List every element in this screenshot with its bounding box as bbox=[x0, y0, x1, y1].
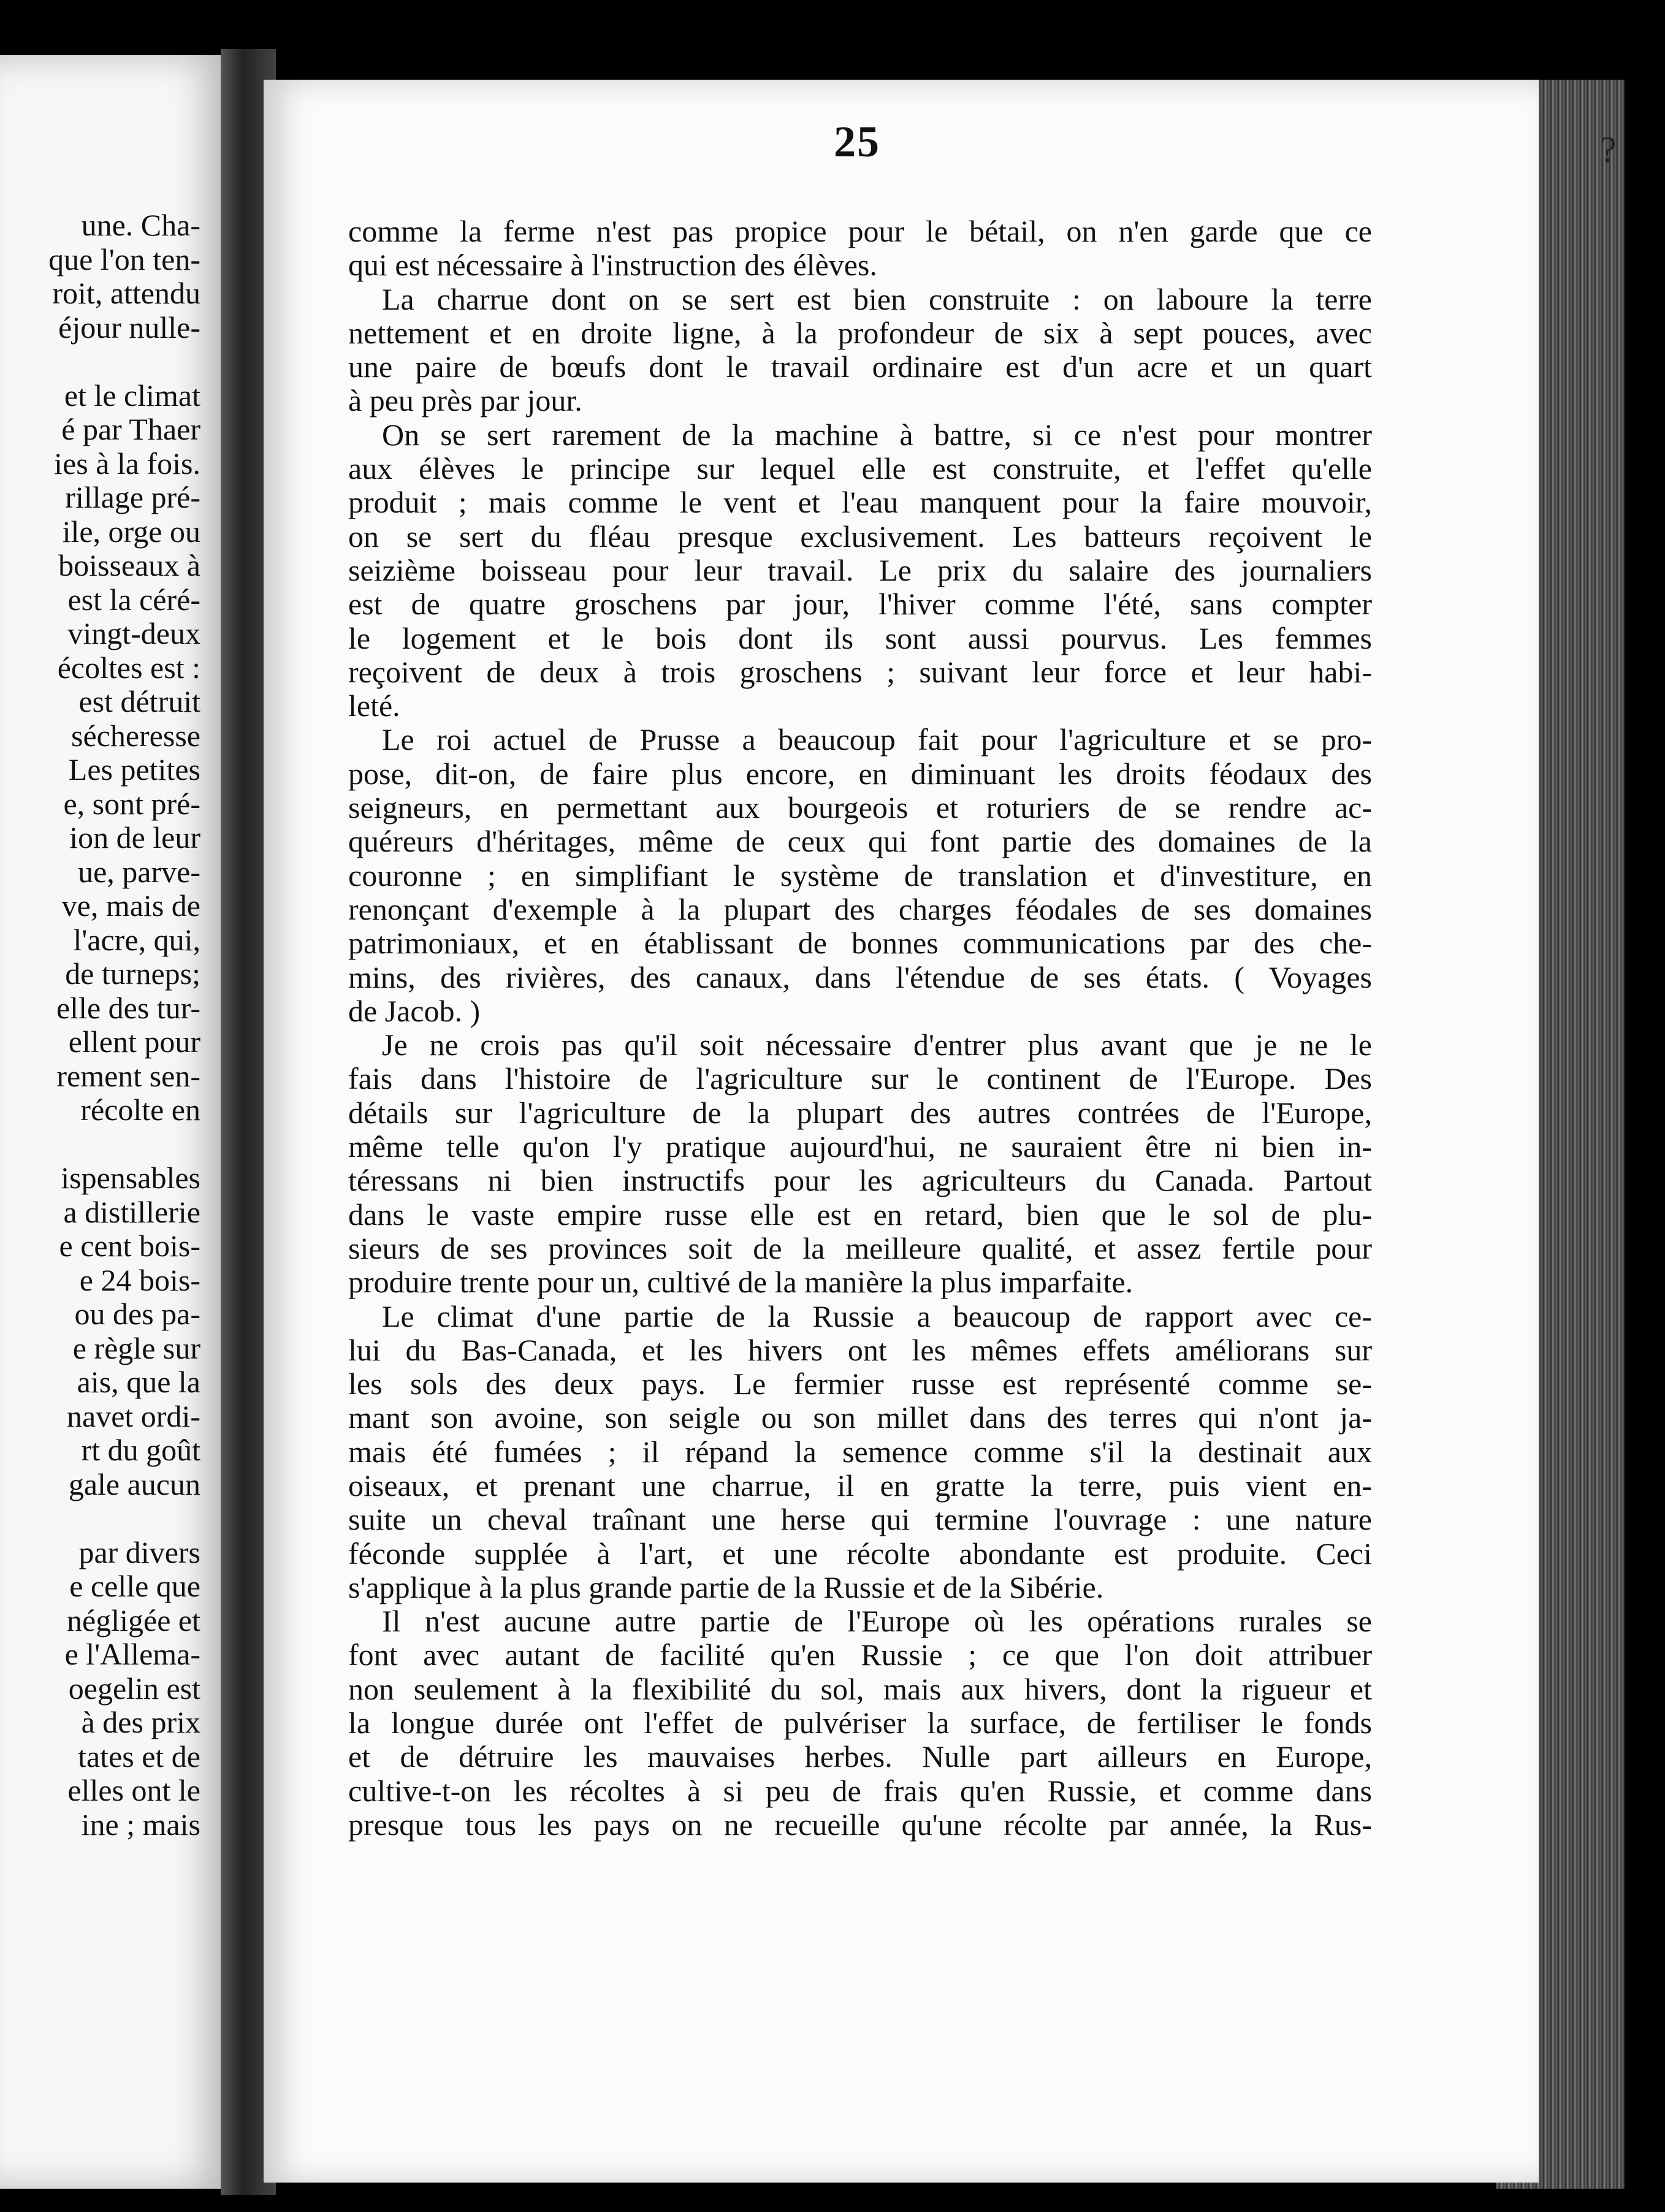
left-page-line: une. Cha- bbox=[81, 208, 200, 242]
text-line: est de quatre groschens par jour, l'hiver comme l'été, sans compter bbox=[348, 587, 1372, 622]
text-line: produire trente pour un, cultivé de la manière la plus imparfaite. bbox=[348, 1265, 1133, 1300]
text-line: comme la ferme n'est pas propice pour le bétail, on n'en garde que ce bbox=[348, 215, 1372, 248]
text-line: La charrue dont on se sert est bien construite : on laboure la terre bbox=[382, 282, 1372, 316]
left-page-line: tates et de bbox=[78, 1739, 200, 1774]
text-line: lui du Bas-Canada, et les hivers ont les mêmes effets améliorans sur bbox=[348, 1333, 1372, 1367]
text-line: qui est nécessaire à l'instruction des élèves. bbox=[348, 248, 877, 283]
text-line: mins, des rivières, des canaux, dans l'étendue de ses états. ( Voyages bbox=[348, 960, 1372, 994]
text-line: détails sur l'agriculture de la plupart des autres contrées de l'Europe, bbox=[348, 1096, 1372, 1130]
left-page-line: est la céré- bbox=[67, 582, 200, 617]
text-line: Le roi actuel de Prusse a beaucoup fait pour l'agriculture et se pro- bbox=[382, 723, 1372, 757]
edge-mark: ? bbox=[1600, 129, 1617, 170]
left-page-line: et le climat bbox=[64, 378, 200, 413]
left-page-line: ue, parve- bbox=[78, 854, 200, 889]
text-line: On se sert rarement de la machine à battre, si ce n'est pour montrer bbox=[382, 418, 1372, 452]
left-page-line: e, sont pré- bbox=[63, 786, 200, 821]
left-page-line bbox=[0, 345, 200, 379]
text-line: la longue durée ont l'effet de pulvériser la surface, de fertiliser le fonds bbox=[348, 1706, 1372, 1741]
left-page-text bbox=[0, 208, 200, 1842]
left-page-line: l'acre, qui, bbox=[73, 922, 200, 957]
text-line: Je ne crois pas qu'il soit nécessaire d'entrer plus avant que je ne le bbox=[382, 1028, 1372, 1062]
text-line: produit ; mais comme le vent et l'eau manquent pour la faire mouvoir, bbox=[348, 486, 1372, 520]
left-page-line: ion de leur bbox=[69, 820, 200, 855]
left-page-line: rement sen- bbox=[56, 1058, 200, 1093]
left-facing-page bbox=[0, 55, 230, 2189]
left-page-line: récolte en bbox=[80, 1093, 200, 1127]
left-page-line: à des prix bbox=[81, 1705, 200, 1739]
left-page-line: sécheresse bbox=[71, 718, 200, 753]
left-page-line: roit, attendu bbox=[52, 276, 200, 310]
text-line: téressans ni bien instructifs pour les agriculteurs du Canada. Partout bbox=[348, 1164, 1372, 1198]
left-page-line: e celle que bbox=[69, 1569, 200, 1603]
text-line: couronne ; en simplifiant le système de translation et d'investiture, en bbox=[348, 858, 1372, 893]
left-page-line: elle des tur- bbox=[56, 990, 200, 1025]
left-page-line: elles ont le bbox=[67, 1773, 200, 1807]
page-number: 25 bbox=[834, 117, 880, 166]
left-page-line: éjour nulle- bbox=[58, 310, 200, 345]
text-line: non seulement à la flexibilité du sol, mais aux hivers, dont la rigueur et bbox=[348, 1672, 1372, 1706]
left-page-line: de turneps; bbox=[65, 956, 200, 991]
body-text bbox=[348, 215, 1372, 1842]
text-line: féconde supplée à l'art, et une récolte abondante est produite. Ceci bbox=[348, 1536, 1372, 1571]
text-line: à peu près par jour. bbox=[348, 384, 582, 418]
text-line: patrimoniaux, et en établissant de bonnes communications par des che- bbox=[348, 926, 1372, 961]
text-line: on se sert du fléau presque exclusivement. Les batteurs reçoivent le bbox=[348, 519, 1372, 554]
left-page-line: rillage pré- bbox=[65, 480, 200, 514]
text-line: une paire de bœufs dont le travail ordinaire est d'un acre et un quart bbox=[348, 350, 1372, 384]
text-line: et de détruire les mauvaises herbes. Nulle part ailleurs en Europe, bbox=[348, 1740, 1372, 1774]
left-page-line: e l'Allema- bbox=[64, 1637, 200, 1671]
text-line: Il n'est aucune autre partie de l'Europe où les opérations rurales se bbox=[382, 1604, 1372, 1639]
left-page-line: ies à la fois. bbox=[54, 446, 200, 481]
left-page-line: ine ; mais bbox=[81, 1807, 200, 1842]
text-line: suite un cheval traînant une herse qui termine l'ouvrage : une nature bbox=[348, 1503, 1372, 1537]
left-page-line: écoltes est : bbox=[57, 650, 200, 685]
left-page-line: que l'on ten- bbox=[48, 242, 200, 276]
left-page-line: Les petites bbox=[68, 752, 200, 787]
left-page-line: ile, orge ou bbox=[62, 514, 200, 549]
text-line: seigneurs, en permettant aux bourgeois et roturiers de se rendre ac- bbox=[348, 791, 1372, 825]
left-page-line: par divers bbox=[78, 1535, 200, 1569]
text-line: leté. bbox=[348, 689, 400, 723]
text-line: cultive-t-on les récoltes à si peu de frais qu'en Russie, et comme dans bbox=[348, 1774, 1372, 1808]
text-line: presque tous les pays on ne recueille qu'une récolte par année, la Rus- bbox=[348, 1807, 1372, 1842]
left-page-line: ve, mais de bbox=[61, 888, 200, 923]
text-line: renonçant d'exemple à la plupart des charges féodales de ses domaines bbox=[348, 892, 1372, 926]
left-page-line: boisseaux à bbox=[58, 548, 200, 582]
text-line: sieurs de ses provinces soit de la meilleure qualité, et assez fertile pour bbox=[348, 1231, 1372, 1265]
text-line: font avec autant de facilité qu'en Russie ; ce que l'on doit attribuer bbox=[348, 1638, 1372, 1672]
text-line: reçoivent de deux à trois groschens ; suivant leur force et leur habi- bbox=[348, 655, 1372, 689]
left-page-line: ou des pa- bbox=[74, 1297, 200, 1331]
text-line: seizième boisseau pour leur travail. Le prix du salaire des journaliers bbox=[348, 553, 1372, 587]
left-page-line: e 24 bois- bbox=[79, 1262, 200, 1297]
left-page-line: e règle sur bbox=[72, 1330, 200, 1365]
text-line: oiseaux, et prenant une charrue, il en gratte la terre, puis vient en- bbox=[348, 1468, 1372, 1503]
text-line: Le climat d'une partie de la Russie a beaucoup de rapport avec ce- bbox=[382, 1299, 1372, 1333]
left-page-line: ispensables bbox=[61, 1161, 200, 1195]
left-page-line: a distillerie bbox=[63, 1194, 200, 1229]
left-page-line: oegelin est bbox=[68, 1671, 200, 1706]
left-page-line: vingt-deux bbox=[67, 616, 200, 650]
left-page-line bbox=[0, 1127, 200, 1162]
text-line: dans le vaste empire russe elle est en retard, bien que le sol de plu- bbox=[348, 1197, 1372, 1232]
text-line: pose, dit-on, de faire plus encore, en diminuant les droits féodaux des bbox=[348, 757, 1372, 791]
text-line: quéreurs d'héritages, même de ceux qui font partie des domaines de la bbox=[348, 825, 1372, 859]
left-page-line: gale aucun bbox=[68, 1466, 200, 1501]
left-page-line: ellent pour bbox=[68, 1024, 200, 1059]
text-line: les sols des deux pays. Le fermier russe est représenté comme se- bbox=[348, 1367, 1372, 1402]
text-line: s'applique à la plus grande partie de la Russie et de la Sibérie. bbox=[348, 1570, 1104, 1604]
left-page-line: rt du goût bbox=[81, 1433, 200, 1467]
left-page-line: é par Thaer bbox=[61, 412, 200, 446]
text-line: de Jacob. ) bbox=[348, 994, 481, 1028]
left-page-line: négligée et bbox=[67, 1603, 200, 1638]
left-page-line: est détruit bbox=[78, 684, 200, 719]
text-line: nettement et en droite ligne, à la profondeur de six à sept pouces, avec bbox=[348, 316, 1372, 350]
text-line: mant son avoine, son seigle ou son millet dans des terres qui n'ont ja- bbox=[348, 1401, 1372, 1435]
left-page-line: navet ordi- bbox=[67, 1398, 200, 1433]
text-line: mais été fumées ; il répand la semence comme s'il la destinait aux bbox=[348, 1435, 1372, 1469]
text-line: le logement et le bois dont ils sont aussi pourvus. Les femmes bbox=[348, 621, 1372, 655]
left-page-line: ais, que la bbox=[77, 1365, 200, 1399]
left-page-line bbox=[0, 1501, 200, 1536]
text-line: aux élèves le principe sur lequel elle est construite, et l'effet qu'elle bbox=[348, 452, 1372, 486]
text-line: fais dans l'histoire de l'agriculture sur le continent de l'Europe. Des bbox=[348, 1062, 1372, 1096]
left-page-line: e cent bois- bbox=[59, 1229, 200, 1263]
text-line: même telle qu'on l'y pratique aujourd'hui, ne sauraient être ni bien in- bbox=[348, 1130, 1372, 1164]
